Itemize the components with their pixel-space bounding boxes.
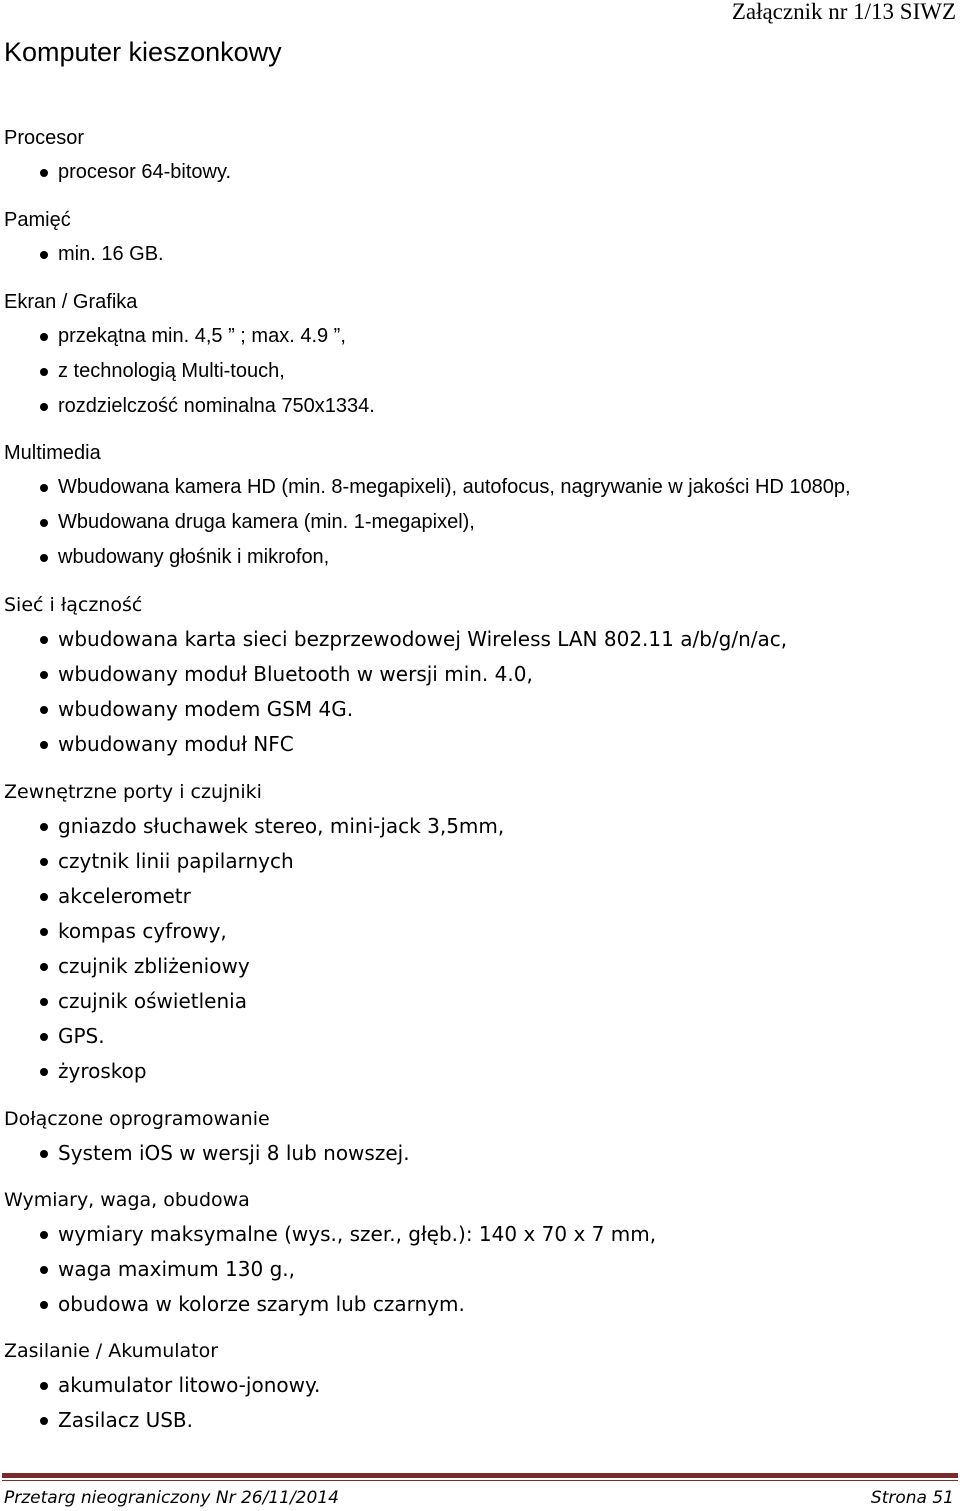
footer-tender-reference: Przetarg nieograniczony Nr 26/11/2014 (4, 1488, 339, 1508)
list-item: GPS. (4, 1019, 956, 1054)
bullet-list (4, 1368, 956, 1438)
list-item: wbudowana karta sieci bezprzewodowej Wireless LAN 802.11 a/b/g/n/ac, (4, 622, 956, 657)
section-oprogramowanie (4, 1102, 956, 1171)
section-title: Sieć i łączność (4, 594, 143, 616)
list-item: rozdzielczość nominalna 750x1334. (4, 389, 956, 424)
section-title: Wymiary, waga, obudowa (4, 1189, 250, 1211)
section-procesor (4, 121, 956, 190)
list-item: procesor 64-bitowy. (4, 155, 956, 190)
section-multimedia (4, 436, 956, 575)
section-zasilanie (4, 1334, 956, 1438)
list-item: akumulator litowo-jonowy. (4, 1368, 956, 1403)
bullet-list (4, 155, 956, 190)
bullet-list (4, 237, 956, 272)
list-item: akcelerometr (4, 879, 956, 914)
section-title: Dołączone oprogramowanie (4, 1108, 270, 1130)
section-siec-lacznosc (4, 588, 956, 762)
section-title: Procesor (4, 127, 85, 149)
list-item: gniazdo słuchawek stereo, mini-jack 3,5mm, (4, 809, 956, 844)
bullet-list (4, 1217, 956, 1322)
list-item: min. 16 GB. (4, 237, 956, 272)
list-item: wbudowany modem GSM 4G. (4, 692, 956, 727)
section-title: Ekran / Grafika (4, 291, 138, 313)
bullet-list (4, 470, 956, 575)
section-porty-czujniki (4, 775, 956, 1089)
section-pamiec (4, 203, 956, 272)
list-item: czujnik zbliżeniowy (4, 949, 956, 984)
list-item: Wbudowana druga kamera (min. 1-megapixel), (4, 505, 956, 540)
list-item: wymiary maksymalne (wys., szer., głęb.): 140 x 70 x 7 mm, (4, 1217, 956, 1252)
section-wymiary-waga (4, 1183, 956, 1322)
bullet-list (4, 319, 956, 424)
section-title: Zewnętrzne porty i czujniki (4, 781, 262, 803)
document-title: Komputer kieszonkowy (4, 37, 282, 67)
section-title: Zasilanie / Akumulator (4, 1340, 219, 1362)
section-title: Pamięć (4, 209, 71, 231)
list-item: czujnik oświetlenia (4, 984, 956, 1019)
list-item: waga maximum 130 g., (4, 1252, 956, 1287)
list-item: obudowa w kolorze szarym lub czarnym. (4, 1287, 956, 1322)
list-item: wbudowany moduł NFC (4, 727, 956, 762)
list-item: System iOS w wersji 8 lub nowszej. (4, 1136, 956, 1171)
bullet-list (4, 1136, 956, 1171)
list-item: czytnik linii papilarnych (4, 844, 956, 879)
bullet-list (4, 622, 956, 762)
list-item: kompas cyfrowy, (4, 914, 956, 949)
footer-rule (2, 1473, 958, 1478)
list-item: Zasilacz USB. (4, 1403, 956, 1438)
bullet-list (4, 809, 956, 1089)
list-item: z technologią Multi-touch, (4, 354, 956, 389)
attachment-label: Załącznik nr 1/13 SIWZ (731, 0, 956, 24)
footer-rule-thin (2, 1480, 958, 1481)
list-item: Wbudowana kamera HD (min. 8-megapixeli), autofocus, nagrywanie w jakości HD 1080p, (4, 470, 956, 505)
list-item: wbudowany głośnik i mikrofon, (4, 540, 956, 575)
footer-page-number: Strona 51 (870, 1488, 954, 1508)
section-title: Multimedia (4, 442, 101, 464)
list-item: wbudowany moduł Bluetooth w wersji min. 4.0, (4, 657, 956, 692)
section-ekran-grafika (4, 285, 956, 424)
list-item: przekątna min. 4,5 ” ; max. 4.9 ”, (4, 319, 956, 354)
list-item: żyroskop (4, 1054, 956, 1089)
